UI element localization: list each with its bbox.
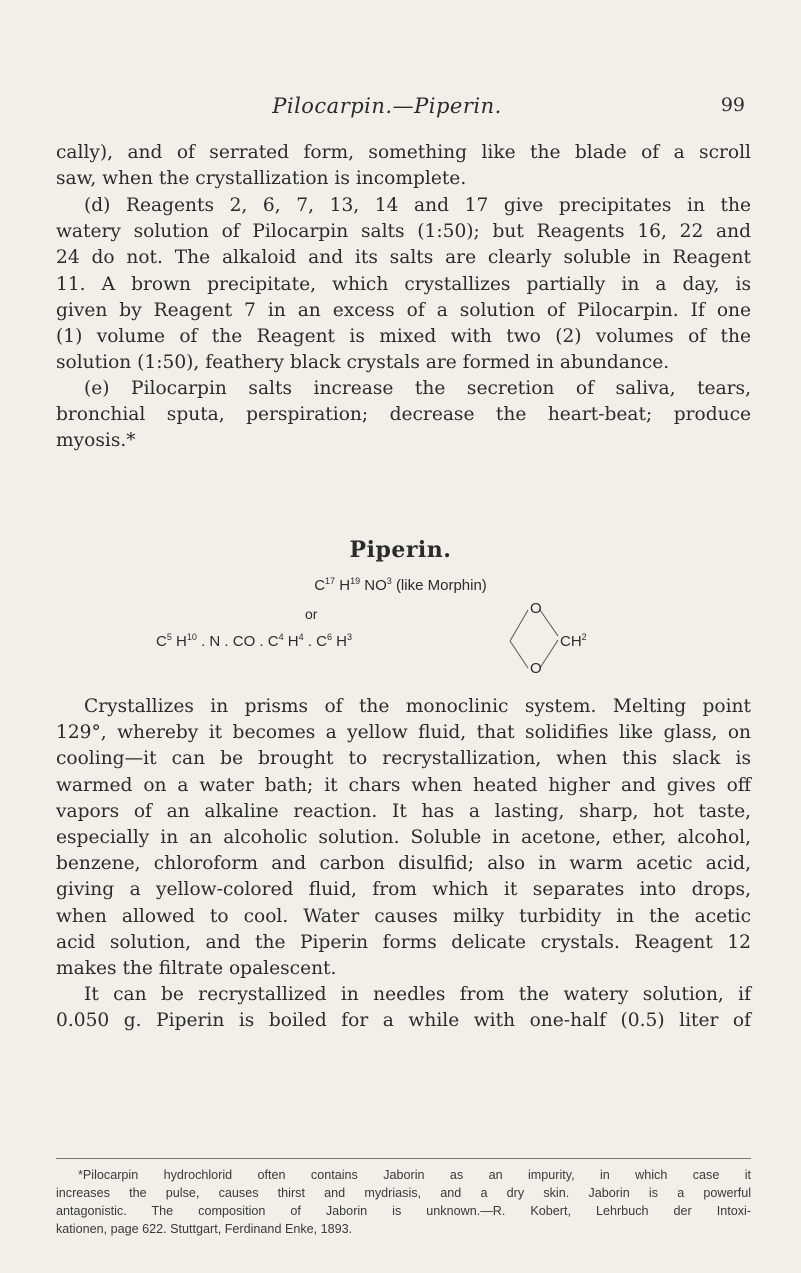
formula-symbol: CH <box>560 633 582 650</box>
text-line: vapors of an alkaline reaction. It has a lasting, sharp, hot taste, <box>56 800 751 822</box>
bond-line <box>510 641 528 668</box>
text-line: 0.050 g. Piperin is boiled for a while with one-half (0.5) liter of <box>56 1010 751 1032</box>
page-number: 99 <box>720 94 745 116</box>
text-line: It can be recrystallized in needles from the watery solution, if <box>84 984 751 1005</box>
properties-paragraph <box>56 694 751 982</box>
footnote-line: increases the pulse, causes thirst and mydriasis, and a dry skin. Jaborin is a powerful <box>56 1186 751 1200</box>
ring-oxygen-top: O <box>530 600 542 617</box>
formula-subscript: 19 <box>350 576 361 586</box>
text-line: makes the filtrate opalescent. <box>56 958 337 980</box>
text-line: (e) Pilocarpin salts increase the secretion of saliva, tears, <box>84 378 751 399</box>
bond-line <box>540 640 558 668</box>
formula-symbol: C <box>314 577 326 594</box>
text-line: when allowed to cool. Water causes milky turbidity in the acetic <box>56 905 751 927</box>
ring-oxygen-bottom: O <box>530 660 542 677</box>
formula-symbol: H <box>176 633 187 650</box>
intro-paragraph <box>56 140 751 192</box>
bond-line <box>540 610 558 636</box>
text-line: bronchial sputa, perspiration; decrease the heart-beat; produce <box>56 404 751 426</box>
formula-subscript: 6 <box>326 632 332 642</box>
formula-note: (like Morphin) <box>395 577 487 594</box>
text-line: warmed on a water bath; it chars when heated higher and gives off <box>56 774 751 796</box>
recrystallization-paragraph <box>56 982 751 1034</box>
structural-formula <box>156 632 352 650</box>
running-title: Pilocarpin.—Piperin. <box>272 94 502 118</box>
formula-symbol: . N . CO . C <box>201 633 279 650</box>
formula-or: or <box>305 606 318 622</box>
page-header <box>0 94 801 124</box>
footnote-line: antagonistic. The composition of Jaborin is unknown.—R. Kobert, Lehrbuch der Intoxi- <box>56 1204 751 1218</box>
formula-subscript: 2 <box>581 632 587 642</box>
empirical-formula <box>0 576 801 594</box>
text-line: (d) Reagents 2, 6, 7, 13, 14 and 17 give precipitates in the <box>84 195 751 216</box>
text-line: giving a yellow-colored fluid, from which it separates into drops, <box>56 879 751 901</box>
formula-subscript: 4 <box>298 632 304 642</box>
footnote-line: kationen, page 622. Stuttgart, Ferdinand Enke, 1893. <box>56 1222 353 1236</box>
text-line: Crystallizes in prisms of the monoclinic system. Melting point <box>84 696 751 717</box>
text-line: acid solution, and the Piperin forms delicate crystals. Reagent 12 <box>56 931 751 953</box>
text-line: 129°, whereby it becomes a yellow fluid, that solidifies like glass, on <box>56 722 751 744</box>
formula-subscript: 17 <box>325 576 336 586</box>
formula-symbol: H <box>287 633 299 650</box>
section-title: Piperin. <box>349 537 452 563</box>
text-line: saw, when the crystallization is incomplete. <box>56 168 467 190</box>
text-line: given by Reagent 7 in an excess of a solution of Pilocarpin. If one <box>56 299 751 321</box>
text-line: benzene, chloroform and carbon disulfid; also in warm acetic acid, <box>56 853 751 875</box>
formula-subscript: 3 <box>347 632 353 642</box>
formula-subscript: 3 <box>386 576 392 586</box>
footnote-divider <box>56 1158 751 1159</box>
formula-symbol: NO <box>364 577 387 594</box>
footnote <box>56 1166 751 1238</box>
bond-line <box>510 610 528 641</box>
text-line: cally), and of serrated form, something like the blade of a scroll <box>56 142 751 163</box>
text-line: watery solution of Pilocarpin salts (1:50); but Reagents 16, 22 and <box>56 221 751 243</box>
text-line: (1) volume of the Reagent is mixed with two (2) volumes of the <box>56 326 751 348</box>
formula-symbol: H <box>336 633 347 650</box>
formula-subscript: 5 <box>166 632 172 642</box>
formula-subscript: 10 <box>186 632 197 642</box>
formula-symbol: H <box>339 577 351 594</box>
text-line: 24 do not. The alkaloid and its salts are clearly soluble in Reagent <box>56 247 751 269</box>
text-line: especially in an alcoholic solution. Soluble in acetone, ether, alcohol, <box>56 827 751 849</box>
text-line: solution (1:50), feathery black crystals are formed in abundance. <box>56 352 670 374</box>
formula-symbol: C <box>156 633 167 650</box>
formula-symbol: . C <box>307 633 327 650</box>
text-line: cooling—it can be brought to recrystallization, when this slack is <box>56 748 751 770</box>
ring-methylene <box>560 632 587 650</box>
text-line: myosis.* <box>56 430 136 452</box>
footnote-line: *Pilocarpin hydrochlorid often contains Jaborin as an impurity, in which case it <box>78 1168 751 1182</box>
text-line: 11. A brown precipitate, which crystallizes partially in a day, is <box>56 273 751 295</box>
paragraph-e <box>56 376 751 455</box>
paragraph-d <box>56 193 751 376</box>
formula-subscript: 4 <box>278 632 284 642</box>
